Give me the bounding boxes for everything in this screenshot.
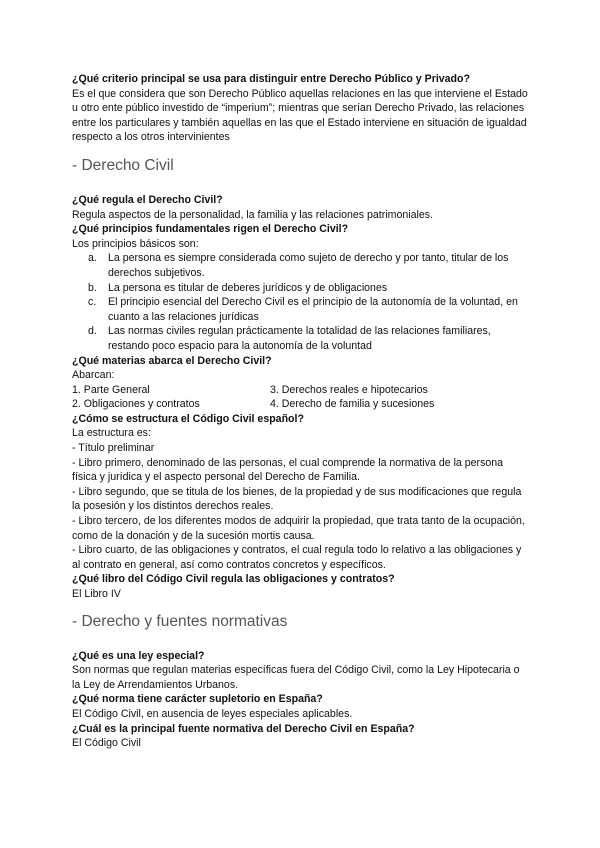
estructura-item: - Libro tercero, de los diferentes modos de adquirir la propiedad, que trata tanto de la ocupación, como de la donación y de la sucesión mortis causa. xyxy=(72,515,525,542)
answer-ley-especial: Son normas que regulan materias específicas fuera del Código Civil, como la Ley Hipotecaria o la Ley de Arrendamientos Urbanos. xyxy=(72,664,520,691)
answer-libro-obligaciones: El Libro IV xyxy=(72,588,121,600)
question-fuente-principal: ¿Cuál es la principal fuente normativa del Derecho Civil en España? xyxy=(72,722,415,735)
estructura-item: - Libro segundo, que se titula de los bienes, de la propiedad y de sus modificaciones que regula la posesión y los distintos derechos reales. xyxy=(72,485,522,513)
question-materias: ¿Qué materias abarca el Derecho Civil? xyxy=(72,354,272,367)
materias-row-1 xyxy=(72,383,528,398)
question-principios: ¿Qué principios fundamentales rigen el Derecho Civil? xyxy=(72,223,349,236)
answer-publico-privado: Es el que considera que son Derecho Público aquellas relaciones en las que interviene el Estado u otro ente público investido de “imperium”; mientras que serían Derecho Privado, las relaciones entre los particulares y también aquellas en las que el Estado interviene en situación de igualdad respecto a los otros intervinientes xyxy=(72,87,528,144)
materia-item: 2. Obligaciones y contratos xyxy=(72,398,200,411)
estructura-item: - Libro cuarto, de las obligaciones y contratos, el cual regula todo lo relativo a las obligaciones y al contrato en general, así como contratos concretos y específicos. xyxy=(72,544,522,571)
materia-item: 1. Parte General xyxy=(72,383,150,396)
answer-que-regula: Regula aspectos de la personalidad, la familia y las relaciones patrimoniales. xyxy=(72,208,433,221)
list-item xyxy=(88,251,528,280)
estructura-item: - Libro primero, denominado de las personas, el cual comprende la normativa de la persona física y jurídica y el aspecto personal del Derecho de Familia. xyxy=(72,456,504,484)
question-que-regula: ¿Qué regula el Derecho Civil? xyxy=(72,193,223,206)
answer-supletorio: El Código Civil, en ausencia de leyes especiales aplicables. xyxy=(72,707,353,720)
materia-item: 3. Derechos reales e hipotecarios xyxy=(270,383,428,396)
estructura-item: - Título preliminar xyxy=(72,442,155,455)
principles-list xyxy=(72,251,528,353)
section-heading-derecho-civil: - Derecho Civil xyxy=(72,156,174,174)
materias-row-2 xyxy=(72,397,528,412)
list-item-text: El principio esencial del Derecho Civil es el principio de la autonomía de la voluntad, en cuanto a las relaciones jurídicas xyxy=(108,296,518,323)
list-marker: c. xyxy=(88,296,97,309)
question-supletorio: ¿Qué norma tiene carácter supletorio en España? xyxy=(72,693,323,706)
section-heading-fuentes: - Derecho y fuentes normativas xyxy=(72,612,288,630)
list-marker: b. xyxy=(88,281,97,294)
list-item-text: La persona es siempre considerada como sujeto de derecho y por tanto, titular de los derechos subjetivos. xyxy=(108,252,509,279)
list-marker: a. xyxy=(88,252,97,265)
question-ley-especial: ¿Qué es una ley especial? xyxy=(72,649,205,662)
document-page xyxy=(72,72,528,751)
materia-item: 4. Derecho de familia y sucesiones xyxy=(270,398,435,411)
answer-materias-intro: Abarcan: xyxy=(72,369,115,382)
answer-estructura-intro: La estructura es: xyxy=(72,427,151,440)
question-estructura: ¿Cómo se estructura el Código Civil español? xyxy=(72,412,304,425)
question-publico-privado: ¿Qué criterio principal se usa para distinguir entre Derecho Público y Privado? xyxy=(72,73,470,85)
list-item xyxy=(88,295,528,324)
answer-fuente-principal: El Código Civil xyxy=(72,737,141,750)
question-libro-obligaciones: ¿Qué libro del Código Civil regula las obligaciones y contratos? xyxy=(72,573,395,586)
list-item-text: Las normas civiles regulan prácticamente la totalidad de las relaciones familiares, restando poco espacio para la autonomía de la voluntad xyxy=(108,325,491,352)
list-item xyxy=(88,324,528,353)
list-item xyxy=(88,281,528,296)
list-marker: d. xyxy=(88,325,97,338)
answer-principios-intro: Los principios básicos son: xyxy=(72,237,199,250)
list-item-text: La persona es titular de deberes jurídicos y de obligaciones xyxy=(108,281,388,294)
